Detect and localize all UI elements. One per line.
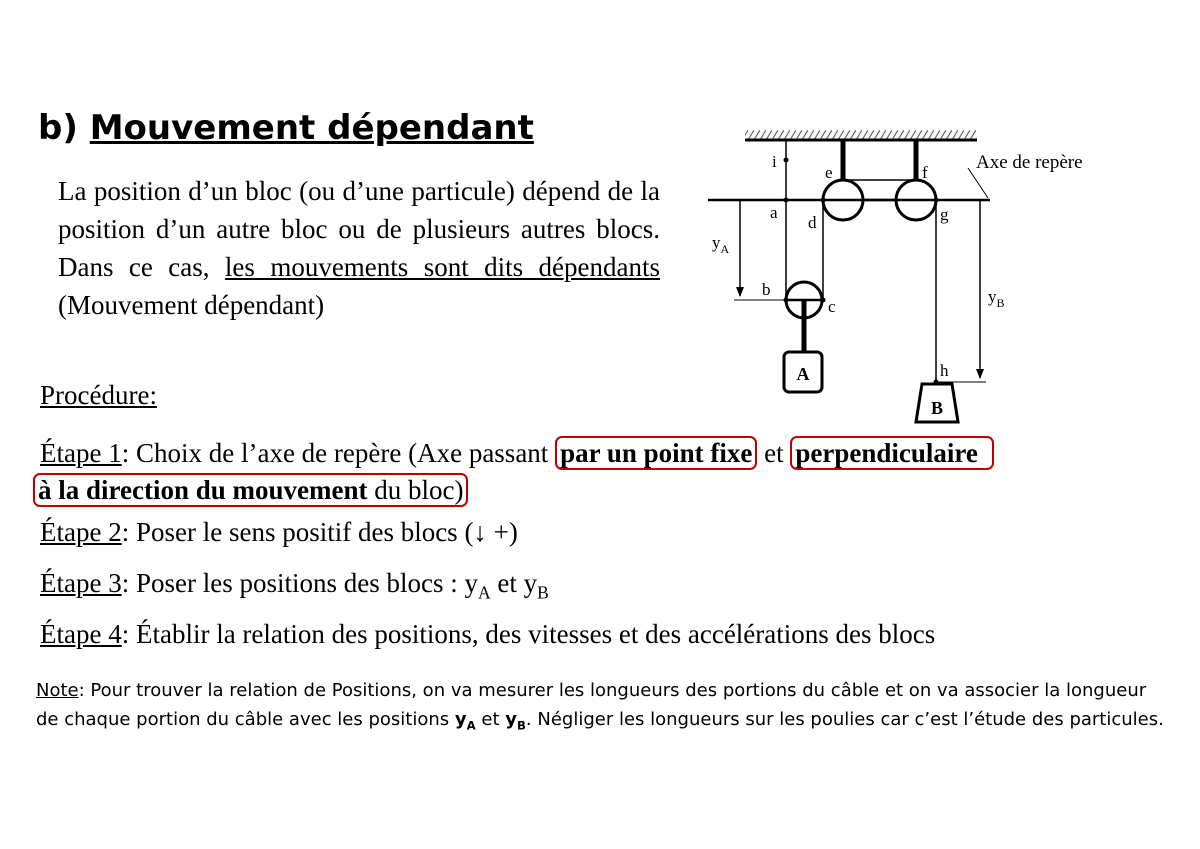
yb-label: $y_B$ (988, 287, 1005, 310)
section-title (38, 108, 534, 148)
procedure-heading: Procédure: (40, 380, 157, 410)
step-4-label: Étape 4 (40, 619, 122, 649)
step-4-text: : Établir la relation des positions, des vitesses et des accélérations des blocs (121, 619, 936, 649)
step-3-sub-b: B (537, 582, 549, 603)
axis-label: Axe de repère (976, 152, 1083, 173)
point-g-label: g (940, 205, 949, 224)
intro-underlined: les mouvements sont dits dépendants (224, 252, 661, 282)
step-3-text: : Poser les positions des blocs : y (121, 568, 478, 598)
step-1-label: Étape 1 (40, 438, 122, 468)
step-2-text: : Poser le sens positif des blocs (↓ +) (121, 517, 518, 547)
point-c-label: c (828, 297, 836, 316)
note (36, 676, 1166, 741)
block-a-label: A (796, 364, 810, 384)
step-1-end: du bloc) (367, 475, 464, 505)
note-yb-sub: B (516, 718, 526, 733)
step-1-text: : Choix de l’axe de repère (Axe passant (121, 438, 549, 468)
block-b-label: B (930, 398, 944, 418)
step-3-sub-a: A (477, 582, 491, 603)
step-4 (40, 619, 935, 650)
step-3-label: Étape 3 (40, 568, 122, 598)
note-ya-sub: A (466, 718, 476, 733)
point-h-label: h (940, 361, 949, 380)
point-b-label: b (762, 280, 771, 299)
intro-text-end: (Mouvement dépendant) (58, 290, 325, 320)
note-and: et (475, 709, 506, 730)
section-title-text: Mouvement dépendant (89, 108, 534, 148)
step-2-label: Étape 2 (40, 517, 122, 547)
ceiling (745, 130, 977, 140)
note-text: : Pour trouver la relation de Positions, on va mesurer les longueurs des portions du câble et on va associer la longueur de chaque portion du câble avec les positions (36, 680, 1147, 730)
note-yb: y (505, 709, 517, 730)
intro-paragraph (58, 172, 660, 324)
note-label: Note (36, 680, 79, 701)
point-a-label: a (770, 203, 778, 222)
step-1-line-1 (40, 438, 994, 469)
note-text-end: . Négliger les longueurs sur les poulies car c’est l’étude des particules. (525, 709, 1164, 730)
point-e-label: e (825, 163, 833, 182)
highlight-perpendicular: perpendiculaire (790, 436, 994, 470)
note-ya: y (454, 709, 467, 730)
highlight-fixed-point: par un point fixe (555, 436, 757, 470)
highlight-direction (33, 473, 468, 507)
point-d-label: d (808, 213, 817, 232)
step-3-and: et y (490, 568, 538, 598)
step-1-direction: à la direction du mouvement (38, 475, 368, 505)
point-f-label: f (922, 163, 928, 182)
ya-label: $y_A$ (712, 233, 730, 256)
point-i-label: i (772, 152, 777, 171)
pulley-diagram (700, 120, 1160, 430)
step-1-and: et (764, 438, 784, 468)
step-1-line-2 (33, 475, 468, 506)
section-letter: b) (38, 108, 90, 148)
intro-text: La position d’un bloc (ou d’une particule) dépend de la position d’un autre bloc ou de plusieurs autres blocs. Dans ce cas, (58, 176, 660, 282)
step-3 (40, 568, 549, 603)
step-2 (40, 517, 518, 548)
